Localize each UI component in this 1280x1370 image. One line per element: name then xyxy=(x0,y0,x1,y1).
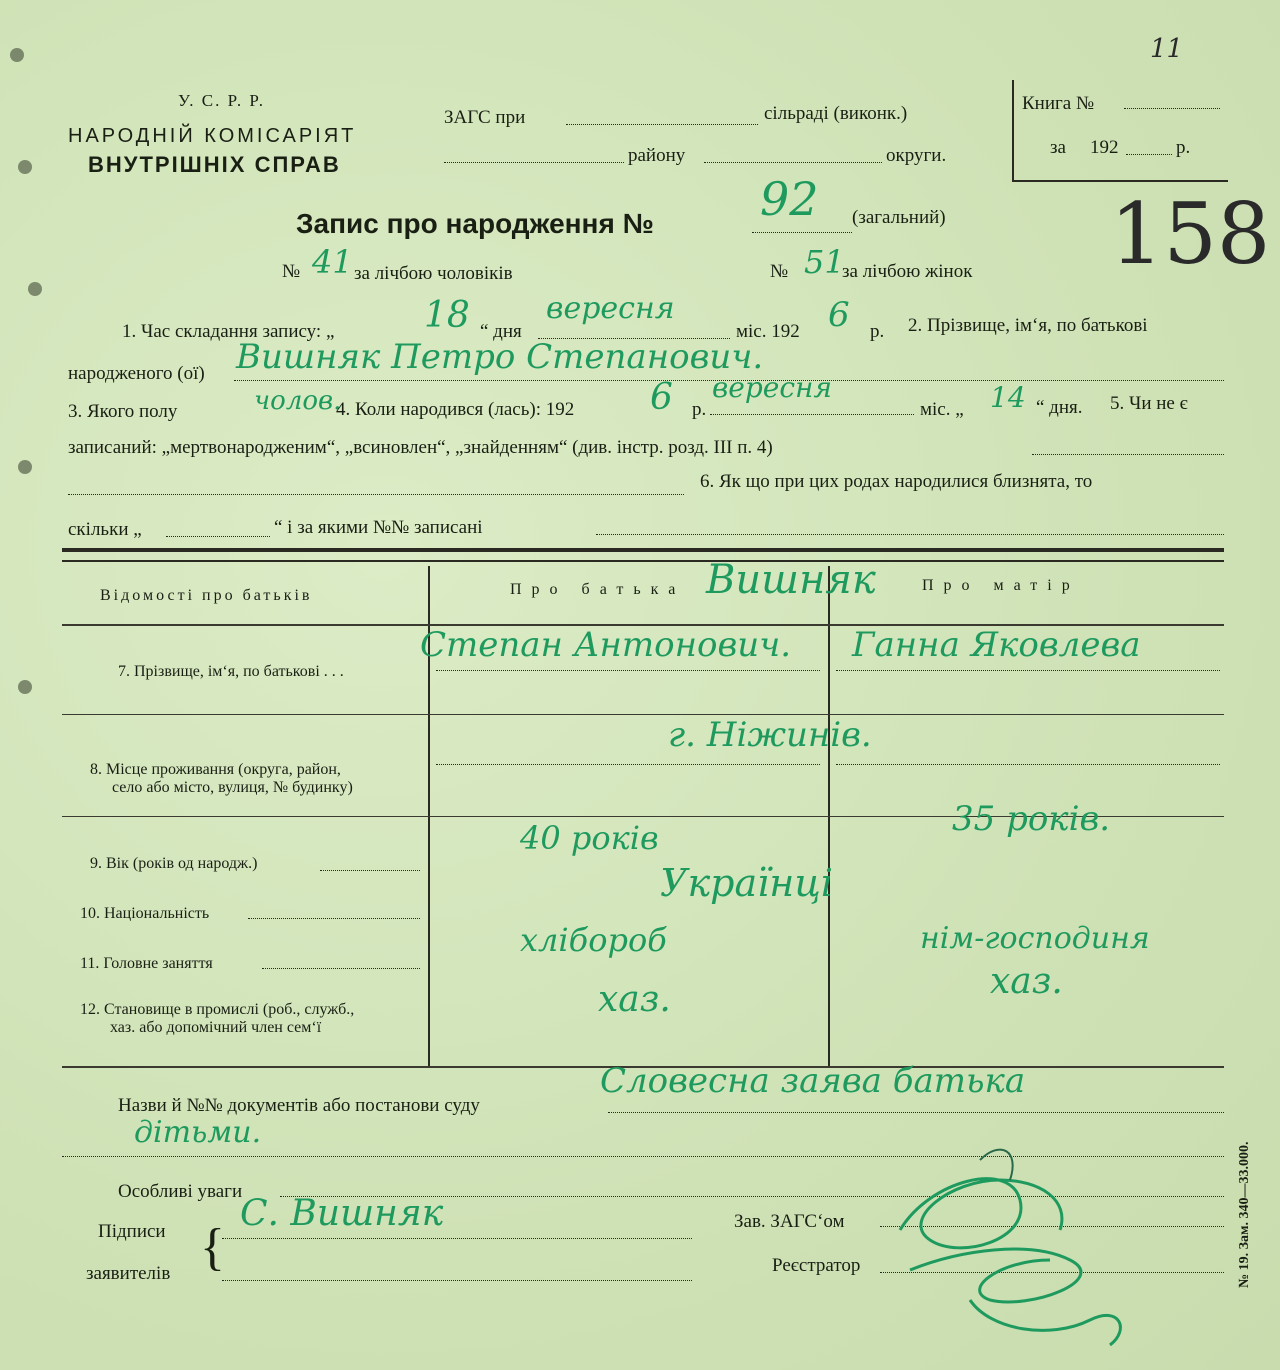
field1-year: 6 xyxy=(828,295,850,335)
notes-label: Особливі уваги xyxy=(118,1181,243,1202)
side-number: 158 xyxy=(1110,185,1271,283)
row7-mother-blank xyxy=(836,670,1220,671)
registrar-signature xyxy=(870,1140,1150,1360)
punch-hole xyxy=(18,160,32,174)
father-status: хаз. xyxy=(598,979,671,1020)
record-number: 92 xyxy=(760,172,819,226)
table-top-rule xyxy=(62,548,1224,552)
row12-label: 12. Становище в промислі (роб., служб., xyxy=(80,1001,355,1018)
field3-value: чолов. xyxy=(254,386,342,416)
row11-dots xyxy=(262,968,420,969)
male-count-label: за лічбою чоловіків xyxy=(354,263,513,284)
field6-count-blank xyxy=(166,536,270,537)
field5-blank xyxy=(1032,454,1224,455)
registrar-label: Реєстратор xyxy=(772,1255,861,1276)
field1-mis: міс. 192 xyxy=(736,321,800,342)
field4-month: вересня xyxy=(712,371,833,404)
record-type: (загальний) xyxy=(852,207,946,228)
field2-label: 2. Прізвище, ім‘я, по батькові xyxy=(908,315,1148,336)
book-box-left xyxy=(1012,80,1014,182)
book-year-suffix: р. xyxy=(1176,137,1191,158)
male-count: 41 xyxy=(312,243,353,281)
okrugy-label: округи. xyxy=(886,145,947,166)
residence: г. Ніжинів. xyxy=(668,715,872,755)
book-blank xyxy=(1124,108,1220,109)
applicant-signature: С. Вишняк xyxy=(240,1193,444,1234)
mother-status: хаз. xyxy=(990,961,1063,1002)
nationality: Українці xyxy=(660,861,833,905)
mother-age: 35 років. xyxy=(952,799,1111,839)
field1-label: 1. Час складання запису: „ xyxy=(122,321,335,342)
mother-occupation: нім-господиня xyxy=(920,921,1150,956)
book-year-label: за xyxy=(1050,137,1066,158)
child-name: Вишняк Петро Степанович. xyxy=(236,337,764,377)
documents-value2: дітьми. xyxy=(134,1115,262,1150)
applicants-label: заявителів xyxy=(86,1263,171,1284)
row11-label: 11. Головне заняття xyxy=(80,955,213,972)
row8-mother-blank xyxy=(836,764,1220,765)
record-title: Запис про народження № xyxy=(296,208,654,239)
col-header-mother: Про матір xyxy=(922,577,1080,594)
punch-hole xyxy=(18,460,32,474)
field1-day-suffix: “ дня xyxy=(480,321,522,342)
field6-label2: скільки „ xyxy=(68,519,142,540)
field4-day: 14 xyxy=(990,381,1026,414)
header-ussr: У. С. Р. Р. xyxy=(178,91,266,110)
applicant-blank-2 xyxy=(222,1280,692,1281)
field1-r: р. xyxy=(870,321,885,342)
field6-numbers-blank xyxy=(596,534,1224,535)
corner-number: 11 xyxy=(1150,34,1184,64)
okrug-blank xyxy=(704,162,882,163)
row9-label: 9. Вік (років од народж.) xyxy=(90,855,258,872)
table-top-rule-thin xyxy=(62,560,1224,562)
field1-month: вересня xyxy=(546,291,675,326)
field6-label: 6. Як що при цих родах народилися близнята, то xyxy=(700,471,1093,492)
col-header-parents: Відомості про батьків xyxy=(100,587,313,604)
punch-hole xyxy=(28,282,42,296)
form-code: № 19. Зам. 340—33.000. xyxy=(1237,1141,1252,1288)
book-year-value: 192 xyxy=(1090,137,1119,158)
row7-rule xyxy=(62,714,1224,715)
field2-label2: народженого (ої) xyxy=(68,363,205,384)
documents-blank xyxy=(608,1112,1224,1113)
female-count-label: за лічбою жінок xyxy=(842,261,973,282)
female-count: 51 xyxy=(804,243,845,281)
row9-dots xyxy=(320,870,420,871)
signatures-label: Підписи xyxy=(98,1221,166,1242)
documents-value: Словесна заява батька xyxy=(600,1061,1026,1101)
female-no-label: № xyxy=(770,261,789,282)
field5-label: 5. Чи не є xyxy=(1110,393,1188,414)
row12-label2: хаз. або допомічний член сем‘ї xyxy=(110,1019,322,1036)
book-label: Книга № xyxy=(1022,93,1095,114)
field6-label3: “ і за якими №№ записані xyxy=(274,517,483,538)
row10-dots xyxy=(248,918,420,919)
field5-blank2 xyxy=(68,494,684,495)
field4-month-blank xyxy=(710,414,914,415)
row7-label: 7. Прізвище, ім‘я, по батькові . . . xyxy=(118,663,344,680)
male-no-label: № xyxy=(282,261,301,282)
col-header-father: Про батька xyxy=(510,581,686,598)
row8-label: 8. Місце проживання (округа, район, xyxy=(90,761,341,778)
field5-label2: записаний: „мертвонародженим“, „всиновлен“, „знайденням“ (див. інстр. розд. III п. 4) xyxy=(68,437,773,458)
silradi-label: сільраді (виконк.) xyxy=(764,103,908,124)
row10-label: 10. Національність xyxy=(80,905,210,922)
book-year-blank xyxy=(1126,154,1172,155)
father-occupation: хлібороб xyxy=(520,921,667,959)
raion-blank xyxy=(444,162,624,163)
zags-blank xyxy=(566,124,758,125)
field4-mis: міс. „ xyxy=(920,399,964,420)
applicant-blank-1 xyxy=(222,1238,692,1239)
mother-name: Ганна Яковлева xyxy=(852,625,1141,665)
signatures-brace: { xyxy=(200,1219,225,1276)
father-age: 40 років xyxy=(520,819,659,857)
field4-day-suffix: “ дня. xyxy=(1036,397,1083,418)
header-ministry: ВНУТРІШНІХ СПРАВ xyxy=(88,152,341,177)
punch-hole xyxy=(10,48,24,62)
field4-r: р. xyxy=(692,399,707,420)
field4-year: 6 xyxy=(650,377,673,418)
punch-hole xyxy=(18,680,32,694)
row8-father-blank xyxy=(436,764,820,765)
father-surname: Вишняк xyxy=(706,557,876,603)
head-label: Зав. ЗАГС‘ом xyxy=(734,1211,845,1232)
zags-label: ЗАГС при xyxy=(444,107,526,128)
row8-label2: село або місто, вулиця, № будинку) xyxy=(112,779,353,796)
documents-label: Назви й №№ документів або постанови суду xyxy=(118,1095,480,1116)
record-number-blank xyxy=(752,232,852,233)
field4-label: 4. Коли народився (лась): 192 xyxy=(336,399,575,420)
book-box-bottom xyxy=(1012,180,1228,182)
field3-label: 3. Якого полу xyxy=(68,401,178,422)
father-name: Степан Антонович. xyxy=(420,625,792,665)
field1-day: 18 xyxy=(424,295,470,336)
header-commissariat: НАРОДНІЙ КОМІСАРІЯТ xyxy=(68,125,357,147)
raionu-label: району xyxy=(628,145,686,166)
row7-father-blank xyxy=(436,670,820,671)
